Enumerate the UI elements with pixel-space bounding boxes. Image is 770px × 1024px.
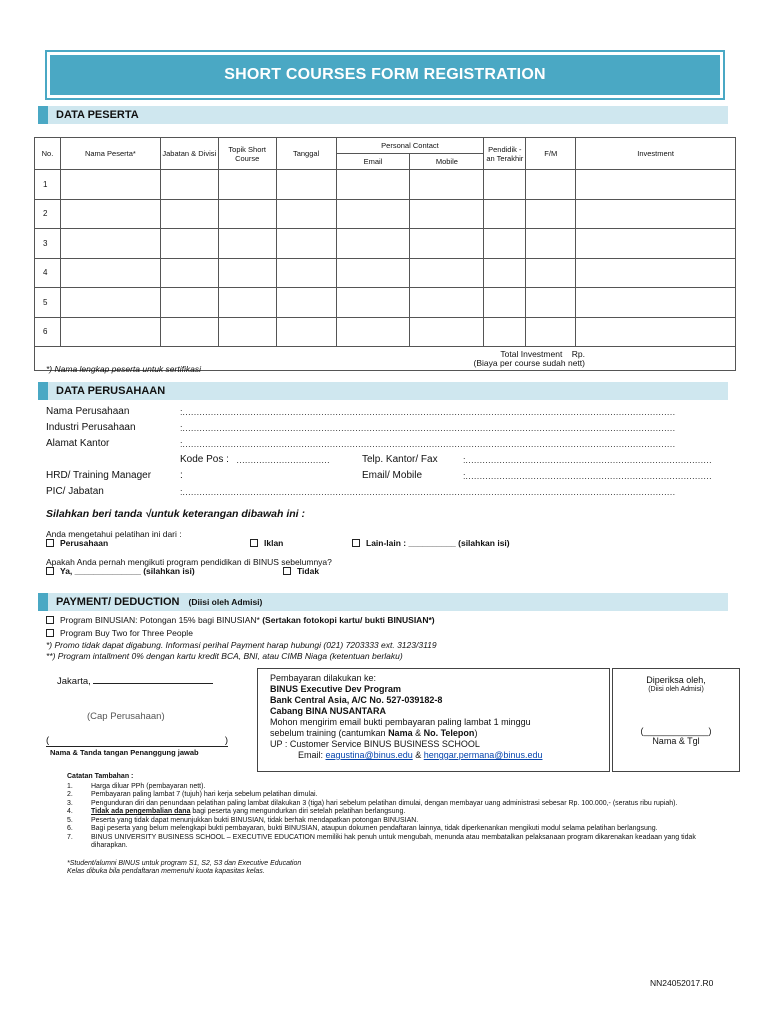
notes-title: Catatan Tambahan : xyxy=(67,773,134,780)
form-title: SHORT COURSES FORM REGISTRATION xyxy=(50,55,720,95)
header-jabatan: Jabatan & Divisi xyxy=(160,138,218,170)
checkbox-icon[interactable] xyxy=(46,616,54,624)
field-kode-pos[interactable]: …………………………… xyxy=(236,455,330,465)
option-ya[interactable]: Ya, ______________ (silahkan isi) xyxy=(46,566,195,576)
header-topik: Topik Short Course xyxy=(218,138,276,170)
label-hrd: HRD/ Training Manager xyxy=(46,470,152,481)
survey-question-binus: Apakah Anda pernah mengikuti program pendidikan di BINUS sebelumnya? xyxy=(46,557,332,567)
payment-option-buy-two[interactable]: Program Buy Two for Three People xyxy=(46,628,193,638)
checkbox-icon[interactable] xyxy=(46,629,54,637)
header-investment: Investment xyxy=(576,138,736,170)
payment-note-1: *) Promo tidak dapat digabung. Informasi perihal Payment harap hubungi (021) 7203333 ext. 3123/3119 xyxy=(46,640,437,650)
payment-option-binusian[interactable]: Program BINUSIAN: Potongan 15% bagi BINUSIAN* (Sertakan fotokopi kartu/ bukti BINUSIAN*) xyxy=(46,615,435,625)
admin-nama-tgl: Nama & Tgl xyxy=(652,736,700,746)
header-email: Email xyxy=(336,154,410,170)
header-tanggal: Tanggal xyxy=(276,138,336,170)
label-kode-pos: Kode Pos : xyxy=(180,454,229,465)
option-lain-lain[interactable]: Lain-lain : __________ (silahkan isi) xyxy=(352,538,510,548)
survey-instruction: Silahkan beri tanda √untuk keterangan dibawah ini : xyxy=(46,508,305,520)
field-telp[interactable]: :…………………………………………………………………………… xyxy=(463,455,712,465)
student-note-2: Kelas dibuka bila pendaftaran memenuhi kuota kapasitas kelas. xyxy=(67,868,265,875)
sign-cap-perusahaan: (Cap Perusahaan) xyxy=(87,711,165,722)
table-row: 3 xyxy=(35,229,736,259)
participant-table xyxy=(34,137,736,371)
document-code: NN24052017.R0 xyxy=(650,978,714,988)
list-item: 2. Pembayaran paling lambat 7 (tujuh) hari kerja sebelum pelatihan dimulai. xyxy=(67,791,318,798)
bank-info-box: Pembayaran dilakukan ke: BINUS Executive Dev Program Bank Central Asia, A/C No. 527-039182-8 Cabang BINA NUSANTARA Mohon mengirim email bukti pembayaran paling lambat 1 minggu sebelum training (cantumkan Nama & No. Telepon) UP : Customer Service BINUS BUSINESS SCHOOL Email: eagustina@binus.edu & henggar.permana@binus.edu xyxy=(257,668,610,772)
notes-block xyxy=(67,773,727,877)
admin-diisi: (Diisi oleh Admisi) xyxy=(648,686,704,693)
header-no: No. xyxy=(35,138,61,170)
email-link-2[interactable]: henggar.permana@binus.edu xyxy=(423,750,543,760)
payment-note-2: **) Program intallment 0% dengan kartu kredit BCA, BNI, atau CIMB Niaga (ketentuan berlaku) xyxy=(46,651,403,661)
option-iklan[interactable]: Iklan xyxy=(250,538,283,548)
total-investment-note: (Biaya per course sudah nett) xyxy=(473,357,585,368)
participant-footnote: *) Nama lengkap peserta untuk sertifikasi xyxy=(46,364,201,374)
list-item: 1. Harga diluar PPh (pembayaran nett). xyxy=(67,782,206,790)
email-link-1[interactable]: eagustina@binus.edu xyxy=(325,750,413,760)
option-perusahaan[interactable]: Perusahaan xyxy=(46,538,108,548)
total-investment-label: Total Investment Rp. xyxy=(500,348,585,359)
header-nama: Nama Peserta* xyxy=(60,138,160,170)
option-tidak[interactable]: Tidak xyxy=(283,566,319,576)
field-nama-perusahaan[interactable]: :………………………………………………………………………………………………………………………………………………………… xyxy=(180,407,676,417)
header-mobile: Mobile xyxy=(410,154,484,170)
label-email-mobile: Email/ Mobile xyxy=(362,470,423,481)
checkbox-icon[interactable] xyxy=(46,567,54,575)
field-alamat[interactable]: :………………………………………………………………………………………………………………………………………………………… xyxy=(180,439,676,449)
admin-sign-line[interactable]: (_____________) xyxy=(640,726,712,736)
sign-line[interactable]: ( ) xyxy=(46,735,228,746)
table-row: 4 xyxy=(35,258,736,288)
field-pic[interactable]: :………………………………………………………………………………………………………………………………………………………… xyxy=(180,487,676,497)
header-fm: F/M xyxy=(526,138,576,170)
field-industri[interactable]: :………………………………………………………………………………………………………………………………………………………… xyxy=(180,423,676,433)
label-nama-perusahaan: Nama Perusahaan xyxy=(46,406,130,417)
checkbox-icon[interactable] xyxy=(250,539,258,547)
admin-check-box xyxy=(612,668,740,772)
table-row: 1 xyxy=(35,170,736,200)
admin-diperiksa: Diperiksa oleh, xyxy=(646,675,706,685)
checkbox-icon[interactable] xyxy=(283,567,291,575)
list-item: 7. BINUS UNIVERSITY BUSINESS SCHOOL – EXECUTIVE EDUCATION memiliki hak penuh untuk mengubah, menunda atau membatalkan pelaksanaan program dikarenakan keadaan yang tidak diharapkan. xyxy=(67,833,696,849)
field-hrd-colon[interactable]: : xyxy=(180,470,183,481)
table-row: 6 xyxy=(35,317,736,347)
student-note-1: *Student/alumni BINUS untuk program S1, S2, S3 dan Executive Education xyxy=(67,859,302,867)
label-alamat: Alamat Kantor xyxy=(46,438,110,449)
section-payment: PAYMENT/ DEDUCTION (Diisi oleh Admisi) xyxy=(38,593,728,611)
header-pendidikan: Pendidik -an Terakhir xyxy=(484,138,526,170)
list-item: 3. Pengunduran diri dan penundaan pelatihan paling lambat dilakukan 3 (tiga) hari sebelum pelatihan dimulai, dengan membayar uang administrasi sebesar Rp. 100.000,- (seratus ribu rupiah). xyxy=(67,799,678,807)
list-item: 6. Bagi peserta yang belum melengkapi bukti pembayaran, bukti BINUSIAN, ataupun dokumen pendaftaran lainnya, tidak diperkenankan mengikuti modul selama pelatihan berlangsung. xyxy=(67,825,658,832)
table-row: 2 xyxy=(35,199,736,229)
header-contact: Personal Contact xyxy=(336,138,484,154)
label-industri: Industri Perusahaan xyxy=(46,422,136,433)
sign-jakarta[interactable]: Jakarta, xyxy=(57,676,213,687)
checkbox-icon[interactable] xyxy=(352,539,360,547)
sign-nama-ttd: Nama & Tanda tangan Penanggung jawab xyxy=(50,748,199,757)
list-item: 4. Tidak ada pengembalian dana bagi peserta yang mengundurkan diri setelah pelatihan berlangsung. xyxy=(67,808,406,815)
checkbox-icon[interactable] xyxy=(46,539,54,547)
list-item: 5. Peserta yang tidak dapat menunjukkan bukti BINUSIAN, tidak berhak mendapatkan potongan BINUSIAN. xyxy=(67,816,419,824)
title-banner xyxy=(45,50,725,100)
field-email-mobile[interactable]: :…………………………………………………………………………… xyxy=(463,471,712,481)
section-data-peserta: DATA PESERTA xyxy=(38,106,728,124)
section-data-perusahaan: DATA PERUSAHAAN xyxy=(38,382,728,400)
survey-question-source: Anda mengetahui pelatihan ini dari : xyxy=(46,529,182,539)
table-row: 5 xyxy=(35,288,736,318)
label-telp: Telp. Kantor/ Fax xyxy=(362,454,438,465)
label-pic: PIC/ Jabatan xyxy=(46,486,104,497)
